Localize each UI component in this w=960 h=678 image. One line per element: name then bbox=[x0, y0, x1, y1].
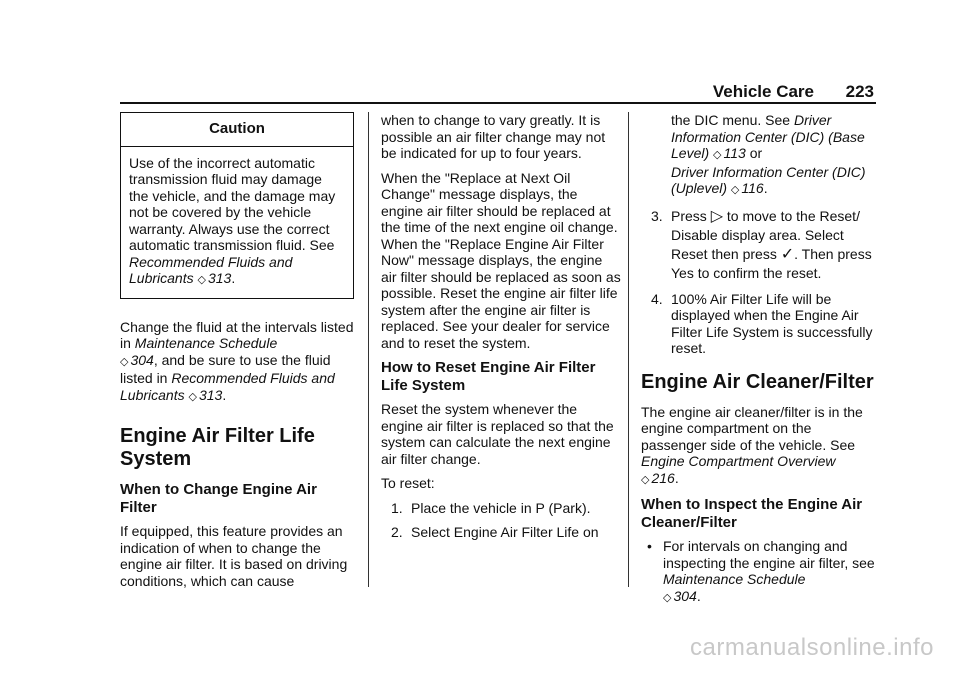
page-reference-icon: ◇ bbox=[120, 355, 129, 368]
column-2 bbox=[381, 112, 621, 549]
list-item: 2. Select Engine Air Filter Life on bbox=[391, 524, 599, 540]
caution-box bbox=[120, 112, 354, 299]
list-item: 3. Press ▷ to move to the Reset/ Disable display area. Select Reset then press ✓. Then press Yes to confirm the reset. bbox=[651, 207, 872, 281]
paragraph: Change the fluid at the intervals listed in Maintenance Schedule ◇ 304, and be sure to use the fluid listed in Recommended Fluids and Lubricants ◇ 313. bbox=[120, 318, 354, 403]
paragraph: To reset: bbox=[381, 475, 435, 491]
ref-page[interactable]: 113 bbox=[723, 145, 746, 161]
page-reference-icon: ◇ bbox=[713, 149, 722, 161]
ref-link[interactable]: Engine Compartment Overview bbox=[641, 453, 836, 469]
page-reference-icon: ◇ bbox=[641, 473, 650, 486]
ref-link[interactable]: Driver Information Center (DIC) (Uplevel) bbox=[671, 163, 866, 196]
steps-list bbox=[641, 207, 877, 357]
section-title: Vehicle Care bbox=[712, 82, 814, 101]
paragraph: The engine air cleaner/filter is in the engine compartment on the passenger side of the vehicle. See Engine Compartment Overview ◇ 216. bbox=[641, 403, 863, 486]
ref-page[interactable]: 304 bbox=[130, 351, 154, 368]
bullet-icon: • bbox=[647, 538, 652, 554]
right-arrow-icon: ▷ bbox=[710, 207, 723, 225]
ref-page[interactable]: 313 bbox=[198, 386, 223, 403]
list-item: • For intervals on changing and inspecting the engine air filter, see Maintenance Schedule ◇ 304. bbox=[647, 538, 875, 604]
ref-page[interactable]: 304 bbox=[673, 587, 697, 604]
paragraph: If equipped, this feature provides an indication of when to change the engine air filter. It is based on driving conditions, which can cause bbox=[120, 523, 348, 589]
caution-body: Use of the incorrect automatic transmission fluid may damage the vehicle, and the damage may not be covered by the vehicle warranty. Always use the correct automatic transmission fluid. See Recommended Fluids and Lubricants ◇ 313. bbox=[129, 154, 336, 286]
subsection-heading: How to Reset Engine Air Filter Life System bbox=[381, 359, 596, 394]
ref-page[interactable]: 216 bbox=[651, 469, 675, 486]
page-reference-icon: ◇ bbox=[730, 184, 740, 196]
page-reference-icon: ◇ bbox=[663, 591, 672, 604]
section-heading: Engine Air Filter Life System bbox=[120, 425, 315, 470]
caution-title: Caution bbox=[121, 113, 353, 147]
column-divider bbox=[368, 112, 369, 587]
paragraph: Reset the system whenever the engine air filter is replaced so that the system can calculate the next engine air filter change. bbox=[381, 401, 614, 467]
page-reference-icon: ◇ bbox=[197, 274, 206, 286]
steps-list bbox=[381, 500, 621, 541]
caution-ref-link[interactable]: Recommended Fluids and Lubricants bbox=[129, 253, 293, 286]
page-header bbox=[120, 82, 876, 102]
caution-ref-page[interactable]: 313 bbox=[207, 270, 232, 286]
column-1 bbox=[120, 112, 356, 597]
bullet-list bbox=[641, 538, 877, 606]
list-item: 4. 100% Air Filter Life will be displayed when the Engine Air Filter Life System is successfully reset. bbox=[651, 290, 873, 356]
ref-link[interactable]: Maintenance Schedule bbox=[663, 571, 806, 587]
ref-link[interactable]: Maintenance Schedule bbox=[134, 335, 278, 351]
watermark: carmanualsonline.info bbox=[690, 634, 934, 661]
checkmark-icon: ✓ bbox=[780, 245, 795, 263]
ref-link[interactable]: Recommended Fluids and Lubricants bbox=[120, 370, 335, 403]
paragraph: When the "Replace at Next Oil Change" message displays, the engine air filter should be replaced at the time of the next engine oil change. When the "Replace Engine Air Filter Now" message displays, the engine air filter should be replaced as soon as possible. Reset the engine air filter life system after the engine air filter is replaced. See your dealer for service and to reset the system. bbox=[381, 169, 621, 351]
column-3 bbox=[641, 112, 877, 606]
ref-page[interactable]: 116 bbox=[741, 180, 764, 196]
subsection-heading: When to Inspect the Engine Air Cleaner/Filter bbox=[641, 496, 863, 531]
page-number: 223 bbox=[845, 82, 874, 101]
column-divider bbox=[628, 112, 629, 587]
subsection-heading: When to Change Engine Air Filter bbox=[120, 481, 317, 516]
ref-link[interactable]: Driver Information Center (DIC) (Base Level) bbox=[671, 112, 865, 161]
page-reference-icon: ◇ bbox=[188, 390, 197, 403]
paragraph: the DIC menu. See Driver Information Center (DIC) (Base Level) ◇ 113 or Driver Information Center (DIC) (Uplevel) ◇ 116. bbox=[671, 112, 866, 196]
header-rule bbox=[120, 102, 876, 104]
list-item: 1. Place the vehicle in P (Park). bbox=[391, 499, 591, 516]
section-heading: Engine Air Cleaner/Filter bbox=[641, 370, 874, 393]
paragraph: when to change to vary greatly. It is possible an air filter change may not be indicated for up to four years. bbox=[381, 112, 606, 161]
